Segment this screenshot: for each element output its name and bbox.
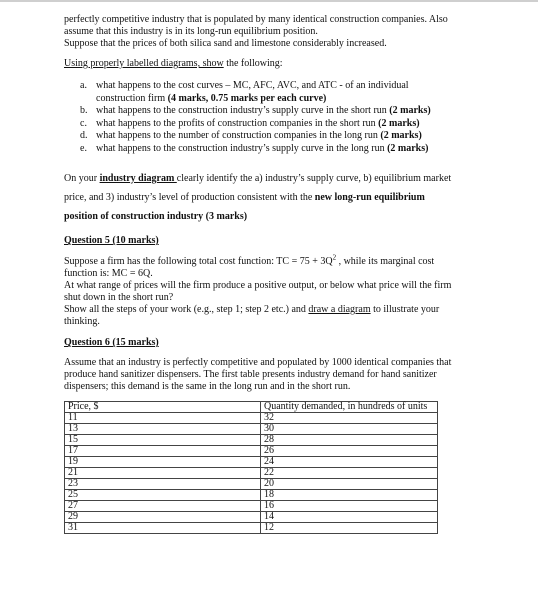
- price-cell: 29: [65, 512, 261, 523]
- item-label: a.: [80, 80, 87, 91]
- page-top-border: [0, 0, 538, 2]
- diagram-paragraph: [64, 169, 484, 226]
- q5-line: [64, 304, 484, 316]
- item-marks: (2 marks): [378, 117, 420, 129]
- quantity-cell: 22: [261, 468, 438, 479]
- quantity-cell: 28: [261, 435, 438, 446]
- demand-table: [64, 401, 438, 534]
- quantity-cell: 12: [261, 523, 438, 534]
- diagram-line: position of construction industry (3 marks): [64, 211, 248, 222]
- q5-line: function is: MC = 6Q.: [64, 268, 153, 279]
- instruction-line: [64, 58, 484, 70]
- item-marks: (4 marks, 0.75 marks per each curve): [167, 92, 327, 104]
- table-row: [65, 413, 438, 424]
- q6-line: Assume that an industry is perfectly competitive and populated by 1000 identical companies that: [64, 357, 452, 368]
- table-row: [65, 446, 438, 457]
- quantity-cell: 32: [261, 413, 438, 424]
- price-cell: 27: [65, 501, 261, 512]
- price-cell: 31: [65, 523, 261, 534]
- table-row: [65, 468, 438, 479]
- q5-text: , while its marginal cost: [336, 256, 435, 267]
- exponent: 2: [332, 253, 337, 262]
- q5-line: [64, 253, 484, 268]
- document-page: [64, 14, 484, 534]
- question-5-heading: Question 5 (10 marks): [64, 235, 159, 246]
- item-marks: (2 marks): [387, 142, 429, 154]
- q5-text: Show all the steps of your work (e.g., step 1; step 2 etc.) and: [64, 304, 309, 315]
- item-marks: (2 marks): [389, 105, 431, 116]
- item-text: what happens to the profits of construction companies in the short run: [96, 117, 379, 129]
- quantity-cell: 18: [261, 490, 438, 501]
- diagram-line: [64, 169, 484, 188]
- diagram-emphasis: industry diagram: [99, 173, 177, 184]
- list-item: [80, 143, 484, 156]
- price-cell: 11: [65, 413, 261, 424]
- instruction-underlined: Using properly labelled diagrams, show: [64, 58, 224, 69]
- table-row: [65, 523, 438, 534]
- q5-line: thinking.: [64, 316, 100, 327]
- list-item: [80, 80, 484, 105]
- table-row: [65, 435, 438, 446]
- diagram-text: clearly identify the a) industry’s supply curve, b) equilibrium market: [176, 173, 452, 184]
- list-item: [80, 118, 484, 131]
- q5-line: shut down in the short run?: [64, 292, 174, 303]
- quantity-cell: 20: [261, 479, 438, 490]
- quantity-cell: 24: [261, 457, 438, 468]
- item-marks: (2 marks): [380, 130, 422, 141]
- quantity-cell: 14: [261, 512, 438, 523]
- intro-line: assume that this industry is in its long-run equilibrium position.: [64, 26, 318, 37]
- table-row: [65, 457, 438, 468]
- price-cell: 23: [65, 479, 261, 490]
- intro-line: Suppose that the prices of both silica sand and limestone considerably increased.: [64, 38, 387, 49]
- q5-underlined: draw a diagram: [308, 304, 371, 315]
- question-items: [80, 80, 484, 155]
- q5-text: Suppose a firm has the following total cost function: TC = 75 + 3Q: [64, 256, 333, 267]
- table-row: [65, 512, 438, 523]
- diagram-line: [64, 188, 484, 207]
- table-row: [65, 424, 438, 435]
- price-cell: 17: [65, 446, 261, 457]
- item-label: e.: [80, 142, 87, 154]
- quantity-cell: 16: [261, 501, 438, 512]
- item-text: what happens to the number of construction companies in the long run: [96, 130, 381, 141]
- list-item: [80, 130, 484, 143]
- intro-paragraph: [64, 14, 484, 50]
- q5-text: to illustrate your: [370, 304, 440, 315]
- item-text: what happens to the construction industry’s supply curve in the long run: [96, 142, 388, 154]
- question-5-body: [64, 253, 484, 328]
- q5-line: At what range of prices will the firm produce a positive output, or below what price will the firm: [64, 280, 452, 291]
- item-label: c.: [80, 117, 87, 129]
- diagram-text: On your: [64, 173, 100, 184]
- diagram-text: price, and 3) industry’s level of production consistent with the: [64, 192, 315, 203]
- table-header-row: [65, 402, 438, 413]
- table-row: [65, 490, 438, 501]
- price-cell: 25: [65, 490, 261, 501]
- column-header-quantity: Quantity demanded, in hundreds of units: [261, 402, 438, 413]
- q6-line: dispensers; this demand is the same in the long run and in the short run.: [64, 381, 351, 392]
- item-label: d.: [80, 130, 88, 141]
- item-text: construction firm: [96, 92, 168, 104]
- item-text: what happens to the cost curves – MC, AFC, AVC, and ATC - of an individual: [96, 80, 409, 91]
- column-header-price: Price, $: [65, 402, 261, 413]
- price-cell: 13: [65, 424, 261, 435]
- table-row: [65, 501, 438, 512]
- item-label: b.: [80, 105, 88, 116]
- list-item: [80, 105, 484, 118]
- diagram-emphasis: new long-run equilibrium: [314, 192, 425, 203]
- price-cell: 15: [65, 435, 261, 446]
- quantity-cell: 30: [261, 424, 438, 435]
- quantity-cell: 26: [261, 446, 438, 457]
- price-cell: 21: [65, 468, 261, 479]
- intro-line: perfectly competitive industry that is populated by many identical construction companies. Also: [64, 14, 448, 25]
- item-text: what happens to the construction industry’s supply curve in the short run: [96, 105, 390, 116]
- instruction-rest: the following:: [223, 58, 283, 69]
- question-6-body: [64, 357, 484, 393]
- table-body: [65, 413, 438, 534]
- q6-line: produce hand sanitizer dispensers. The first table presents industry demand for hand sanitizer: [64, 369, 437, 380]
- table-row: [65, 479, 438, 490]
- price-cell: 19: [65, 457, 261, 468]
- question-6-heading: Question 6 (15 marks): [64, 337, 159, 348]
